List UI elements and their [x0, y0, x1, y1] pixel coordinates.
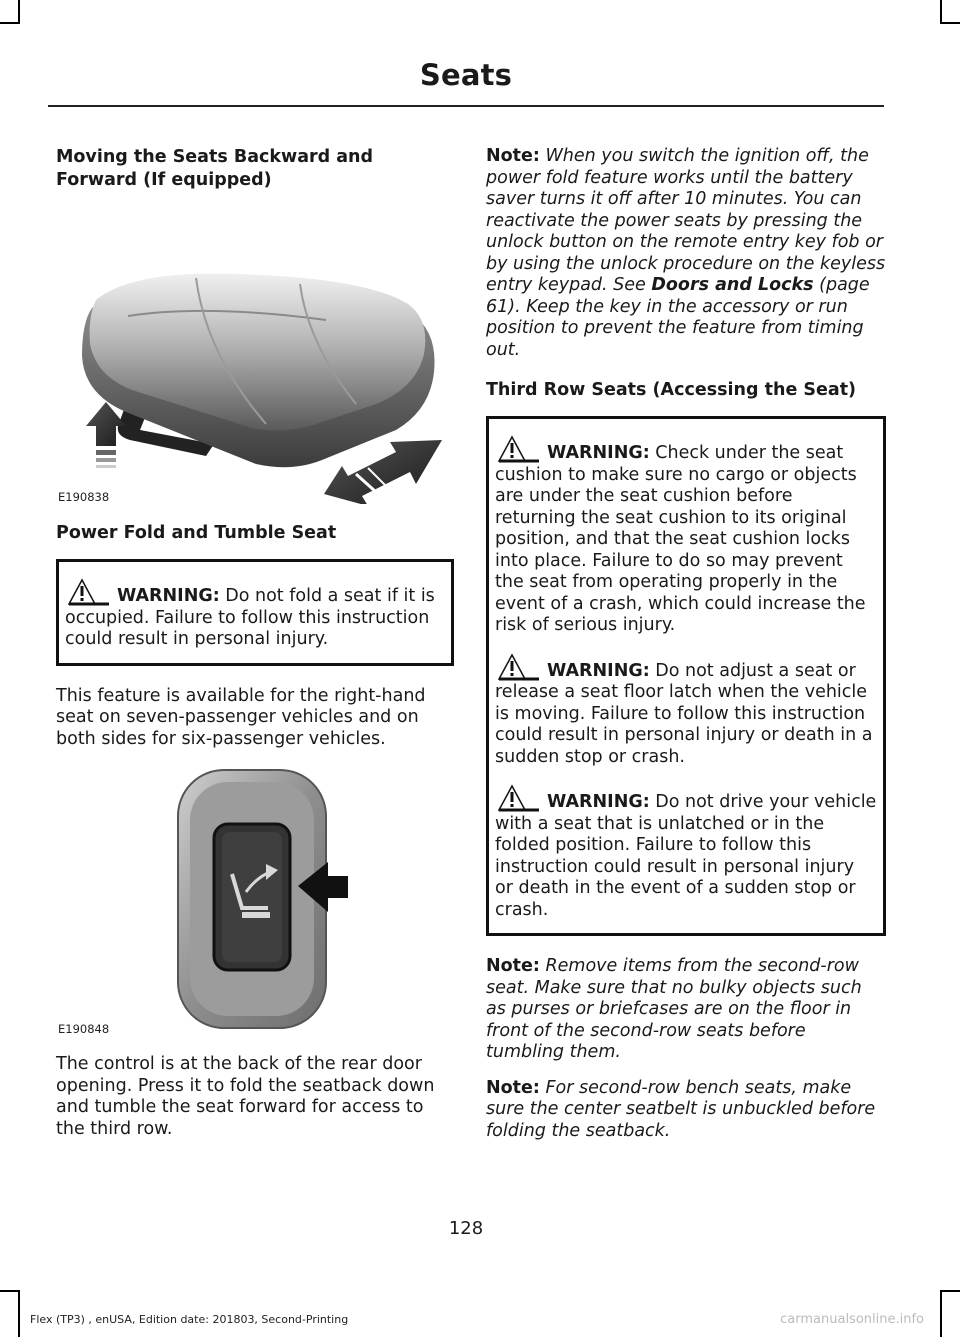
warning-box: [486, 416, 886, 936]
crop-mark: [940, 1290, 942, 1337]
figure-seat-cushion: [56, 204, 454, 504]
note-text: Remove items from the second-row seat. Make sure that no bulky objects such as purses or briefcases are on the floor in front of the second-row seats before tumbling them.: [486, 956, 862, 1062]
note-label: Note:: [486, 146, 540, 166]
crop-mark: [0, 22, 20, 24]
note-label: Note:: [486, 956, 540, 976]
note-bench-seats: [486, 1078, 886, 1143]
warning-triangle-icon: [495, 651, 543, 681]
section-heading-move-seats: Moving the Seats Backward and Forward (If equipped): [56, 147, 374, 190]
figure-id: E190848: [58, 1022, 110, 1036]
warning-label: WARNING:: [547, 660, 650, 681]
warning-text: Do not adjust a seat or release a seat floor latch when the vehicle is moving. Failure to follow this instruction could result in personal injury or death in a sudden stop or crash.: [495, 660, 873, 767]
note-remove-items: [486, 956, 886, 1064]
warning-label: WARNING:: [547, 443, 650, 463]
note-text: (page 61). Keep the key in the accessory or run position to prevent the feature from timing out.: [486, 275, 870, 360]
warning-item: [495, 433, 877, 637]
left-column: [56, 146, 454, 1154]
warning-item: [495, 782, 877, 921]
header-divider: [48, 105, 884, 107]
crop-mark: [18, 0, 20, 24]
note-label: Note:: [486, 1077, 540, 1098]
crop-mark: [0, 1290, 20, 1292]
warning-text: Do not drive your vehicle with a seat that is unlatched or in the folded position. Failure to follow this instruction could result in personal injury or death in the event of a sudden stop or crash.: [495, 792, 877, 920]
section-heading-power-fold: Power Fold and Tumble Seat: [56, 523, 337, 543]
warning-item: [65, 576, 445, 651]
warning-text: Check under the seat cushion to make sure no cargo or objects are under the seat cushion before returning the seat cushion to its original position, and that the seat cushion locks into place. Failure to do so may prevent the seat from operating properly in the event of a crash, which could increase the risk of serious injury.: [495, 443, 866, 635]
cross-reference-link[interactable]: Doors and Locks: [651, 275, 814, 295]
figure-control-switch: [56, 764, 454, 1036]
crop-mark: [18, 1290, 20, 1337]
warning-label: WARNING:: [547, 792, 650, 812]
up-arrow-icon: [86, 402, 126, 468]
page-number: 128: [448, 1218, 484, 1239]
crop-mark: [940, 0, 942, 24]
paragraph-control-location: The control is at the back of the rear door opening. Press it to fold the seatback down and tumble the seat forward for access to the third row.: [56, 1054, 435, 1139]
footer-edition-info: Flex (TP3) , enUSA, Edition date: 201803, Second-Printing: [30, 1313, 349, 1326]
fold-switch-illustration: [56, 764, 454, 1036]
warning-triangle-icon: [65, 576, 113, 606]
section-heading-third-row: Third Row Seats (Accessing the Seat): [486, 380, 857, 400]
warning-item: [495, 651, 877, 769]
warning-triangle-icon: [495, 782, 543, 812]
page-title: Seats: [419, 58, 513, 92]
warning-triangle-icon: [495, 433, 543, 463]
note-text: For second-row bench seats, make sure the center seatbelt is unbuckled before folding the seatback.: [486, 1077, 876, 1141]
crop-mark: [940, 1290, 960, 1292]
note-text: When you switch the ignition off, the power fold feature works until the battery saver turns it off after 10 minutes. You can reactivate the power seats by pressing the unlock button on the remote entry key fob or by using the unlock procedure on the keyless entry keypad. See: [486, 146, 886, 295]
seat-cushion-illustration: [56, 204, 454, 504]
right-column: [486, 146, 886, 1156]
watermark: carmanualsonline.info: [780, 1312, 924, 1327]
paragraph-availability: This feature is available for the right-hand seat on seven-passenger vehicles and on both sides for six-passenger vehicles.: [56, 685, 426, 749]
figure-id: E190838: [58, 490, 110, 504]
warning-label: WARNING:: [117, 586, 220, 606]
note-power-fold: [486, 146, 886, 361]
warning-box: [56, 559, 454, 666]
crop-mark: [940, 22, 960, 24]
warning-text: Do not fold a seat if it is occupied. Failure to follow this instruction could result in personal injury.: [65, 586, 435, 649]
